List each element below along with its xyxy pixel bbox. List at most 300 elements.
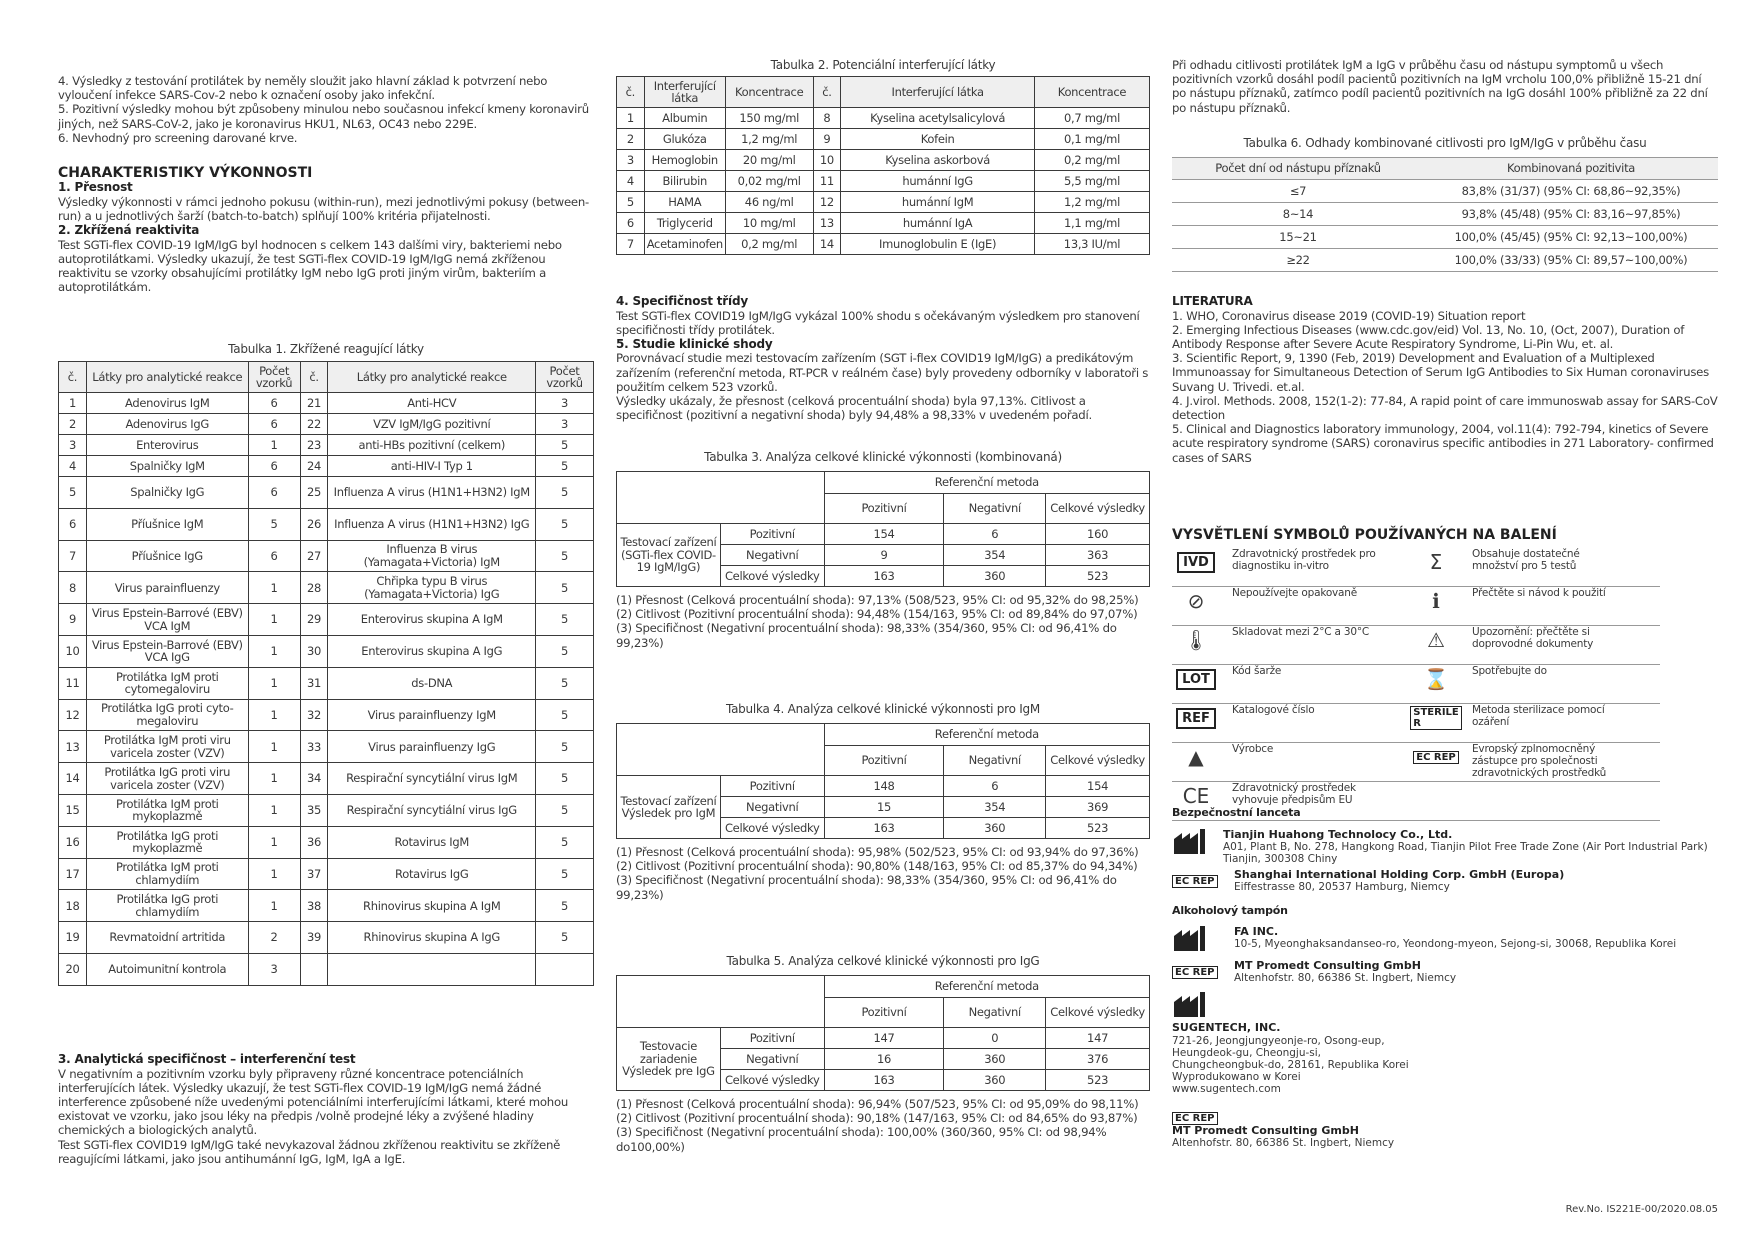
table-cell: 21 <box>300 393 328 414</box>
reference-method-header: Referenční metoda <box>824 976 1149 998</box>
note-5: 5. Pozitivní výsledky mohou být způsobeny minulou nebo současnou infekcí kmeny koronavirů jiných, než SARS-CoV-2, jako je koronavirus HKU1, NL63, OC43 nebo 229E. <box>58 102 589 131</box>
table-cell: 29 <box>300 604 328 636</box>
performance-section <box>58 166 594 294</box>
main-mfr-address: 721-26, Jeongjungyeonje-ro, Osong-eup, Heungdeok-gu, Cheongju-si, Chungcheongbuk-do, 28161, Republika Korei <box>1172 1034 1409 1072</box>
table-header-cell: Látky pro analytické reakce <box>328 362 536 393</box>
symbol-description: Zdravotnický prostředek pro diagnostiku in-vitro <box>1232 548 1376 573</box>
table-cell: 0,2 mg/ml <box>725 234 813 255</box>
table-cell: 3 <box>248 953 300 985</box>
table-cell: ds-DNA <box>328 667 536 699</box>
table-cell: 154 <box>1046 776 1150 797</box>
table-cell: 0,7 mg/ml <box>1034 108 1149 129</box>
table-cell: 7 <box>59 540 87 572</box>
literature-item: 1. WHO, Coronavirus disease 2019 (COVID-19) Situation report <box>1172 308 1526 323</box>
table-cell: HAMA <box>644 192 725 213</box>
table-cell: 28 <box>300 572 328 604</box>
table-cell: 16 <box>824 1049 944 1070</box>
swab-manufacturer <box>1172 926 1718 956</box>
table-cell: Virus parainfluenzy IgG <box>328 731 536 763</box>
sterile-r-icon: STERILE R <box>1410 706 1461 730</box>
table-5-notes <box>616 1097 1150 1154</box>
table-cell: 5 <box>536 477 594 509</box>
table-row <box>59 635 594 667</box>
table-cell: 5 <box>536 858 594 890</box>
table-cell: Chřipka typu B virus (Yamagata+Victoria) IgG <box>328 572 536 604</box>
interference-text: V negativním a pozitivním vzorku byly připraveny různé koncentrace potenciálních interferujících látek. Výsledky ukazují, že test SGTi-flex COVID-19 IgM/IgG nemá žádné interference způsobené níže uvedenými potenciálními interferujícími látkami, které mohou existovat ve vzorku, jako jsou léky na předpis /volně prodejné léky a zvýšené hladiny chemických a biologických analytů. <box>58 1066 569 1138</box>
table-header-cell: Počet dní od nástupu příznaků <box>1172 158 1424 180</box>
lot-icon: LOT <box>1176 669 1216 690</box>
factory-icon <box>1172 926 1234 956</box>
table-cell: 25 <box>300 477 328 509</box>
table-2 <box>616 76 1150 255</box>
table-cell: 360 <box>944 1049 1046 1070</box>
table-row <box>59 922 594 954</box>
table-cell: 38 <box>300 890 328 922</box>
ec-rep-icon: EC REP <box>1172 1112 1218 1125</box>
ec-rep-icon: EC REP <box>1172 875 1218 888</box>
table-corner-cell <box>617 976 825 1028</box>
clinical-study-text: Porovnávací studie mezi testovacím zařízením (SGT i-flex COVID19 IgM/IgG) a predikátovým zařízením (referenční metoda, RT-PCR v reálném čase) byly provedeny odborníky v laboratoři s použitím celkem 523 vzorků. <box>616 351 1149 394</box>
table-row <box>59 456 594 477</box>
table-4-caption: Tabulka 4. Analýza celkové klinické výkonnosti pro IgM <box>725 702 1041 716</box>
table-3 <box>616 471 1150 587</box>
symbol-row <box>1172 704 1660 743</box>
table-cell: 160 <box>1046 524 1150 545</box>
table-header-cell: č. <box>617 77 645 108</box>
table-header-cell: Koncentrace <box>725 77 813 108</box>
device-label-cell: Testovací zařízení Výsledek pro IgM <box>617 776 721 839</box>
table-cell: 11 <box>59 667 87 699</box>
table-cell: Protilátka IgG proti chlamydiím <box>86 890 248 922</box>
table-cell: Anti-HCV <box>328 393 536 414</box>
table-header-row <box>617 724 1150 746</box>
table-cell: 5 <box>536 540 594 572</box>
table-cell: 15 <box>824 797 944 818</box>
table-cell: 1 <box>248 731 300 763</box>
table-row <box>617 776 1150 797</box>
swab-title: Alkoholový tampón <box>1172 903 1288 917</box>
table-cell: 1,2 mg/ml <box>725 129 813 150</box>
ivd-icon: IVD <box>1177 552 1215 573</box>
table-cell: 8 <box>59 572 87 604</box>
table-cell: 31 <box>300 667 328 699</box>
main-rep-address: Altenhofstr. 80, 66386 St. Ingbert, Niemcy <box>1172 1136 1395 1149</box>
cross-reactivity-text: Test SGTi-flex COVID-19 IgM/IgG byl hodnocen s celkem 143 dalšími viry, bakteriemi nebo autoprotilátkami. Výsledky ukazují, že test SGTi-flex COVID-19 IgM/IgG nemá zkříženou reaktivitu se vzorky obsahujícími protilátky IgM nebo IgG proti jiným virům, bakteriím a autoprotilátkám. <box>58 237 562 295</box>
table-cell: 1 <box>248 826 300 858</box>
table-cell: 10 <box>813 150 841 171</box>
instructions-icon: ℹ <box>1432 589 1440 614</box>
table-cell: VZV IgM/IgG pozitivní <box>328 414 536 435</box>
table-cell: 5 <box>536 826 594 858</box>
table-cell: 369 <box>1046 797 1150 818</box>
lancet-rep-address: Eiffestrasse 80, 20537 Hamburg, Niemcy <box>1234 881 1450 894</box>
table-cell: Virus parainfluenzy <box>86 572 248 604</box>
cross-reactivity-title: 2. Zkřížená reaktivita <box>58 223 200 238</box>
main-manufacturer <box>1172 992 1718 1095</box>
column-header-cell: Negativní <box>944 998 1046 1028</box>
table-cell: 360 <box>944 566 1046 587</box>
table-cell: 6 <box>944 776 1046 797</box>
table-cell: 148 <box>824 776 944 797</box>
factory-icon <box>1172 829 1223 866</box>
table-corner-cell <box>617 724 825 776</box>
table-cell: 20 mg/ml <box>725 150 813 171</box>
table-4 <box>616 723 1150 839</box>
ref-icon: REF <box>1176 708 1216 729</box>
main-mfr-name: SUGENTECH, INC. <box>1172 1021 1281 1035</box>
factory-icon <box>1172 992 1718 1022</box>
table-cell: 1 <box>248 604 300 636</box>
table-4-note: (2) Citlivost (Pozitivní procentuální shoda): 90,80% (148/163, 95% CI: od 85,37% do 94,34%) <box>616 859 1138 874</box>
table-row <box>59 604 594 636</box>
interference-title: 3. Analytická specifičnost – interferenční test <box>58 1052 356 1066</box>
table-row <box>617 234 1150 255</box>
table-cell: 6 <box>248 393 300 414</box>
table-cell: Enterovirus skupina A IgM <box>328 604 536 636</box>
table-header-cell: Interferující látka <box>644 77 725 108</box>
table-row <box>59 572 594 604</box>
table-1-block <box>58 342 594 986</box>
table-row <box>1172 226 1718 249</box>
table-cell: 0,1 mg/ml <box>1034 129 1149 150</box>
table-cell: 523 <box>1046 818 1150 839</box>
ec-rep-icon: EC REP <box>1172 966 1218 979</box>
table-cell: Příušnice IgM <box>86 508 248 540</box>
table-header-cell: č. <box>300 362 328 393</box>
table-cell: 1 <box>617 108 645 129</box>
table-cell: Respirační syncytiální virus IgM <box>328 763 536 795</box>
table-cell: 354 <box>944 545 1046 566</box>
table-cell: 37 <box>300 858 328 890</box>
table-cell: 33 <box>300 731 328 763</box>
table-cell: Rhinovirus skupina A IgG <box>328 922 536 954</box>
intro-notes <box>58 74 594 145</box>
table-3-block <box>616 450 1150 650</box>
table-cell: 376 <box>1046 1049 1150 1070</box>
table-cell: Kyselina acetylsalicylová <box>841 108 1035 129</box>
symbol-description: Metoda sterilizace pomocí ozáření <box>1472 704 1605 729</box>
table-header-row <box>617 976 1150 998</box>
table-3-notes <box>616 593 1150 650</box>
table-cell: humánní IgM <box>841 192 1035 213</box>
table-4-note: (3) Specifičnost (Negativní procentuální shoda): 98,33% (354/360, 95% CI: od 96,41% do 99,23%) <box>616 873 1117 902</box>
table-cell: 5 <box>536 794 594 826</box>
table-cell: 2 <box>59 414 87 435</box>
table-cell: 5 <box>536 604 594 636</box>
table-cell: 0,2 mg/ml <box>1034 150 1149 171</box>
table-5-note: (2) Citlivost (Pozitivní procentuální shoda): 90,18% (147/163, 95% CI: od 84,65% do 93,87%) <box>616 1111 1138 1126</box>
table-row <box>59 858 594 890</box>
table-cell: Příušnice IgG <box>86 540 248 572</box>
table-cell: 46 ng/ml <box>725 192 813 213</box>
table-header-cell: č. <box>59 362 87 393</box>
column-header-cell: Pozitivní <box>824 494 944 524</box>
table-cell: 0,02 mg/ml <box>725 171 813 192</box>
table-header-cell: Látky pro analytické reakce <box>86 362 248 393</box>
table-cell: Hemoglobin <box>644 150 725 171</box>
table-cell: Kyselina askorbová <box>841 150 1035 171</box>
table-cell: 20 <box>59 953 87 985</box>
table-cell: 12 <box>59 699 87 731</box>
swab-mfr-address: 10-5, Myeonghaksandanseo-ro, Yeondong-myeon, Sejong-si, 30068, Republika Korei <box>1234 938 1677 951</box>
table-cell: 523 <box>1046 1070 1150 1091</box>
row-header-cell: Negativní <box>720 797 824 818</box>
table-cell: 26 <box>300 508 328 540</box>
row-header-cell: Pozitivní <box>720 1028 824 1049</box>
table-cell: 3 <box>536 414 594 435</box>
table-cell: 360 <box>944 1070 1046 1091</box>
table-cell: 5 <box>536 572 594 604</box>
table-header-row <box>59 362 594 393</box>
table-corner-cell <box>617 472 825 524</box>
table-cell: Acetaminofen <box>644 234 725 255</box>
lancet-rep-name: Shanghai International Holding Corp. GmbH (Europa) <box>1234 868 1565 882</box>
class-specificity-section <box>616 294 1150 422</box>
table-cell: 354 <box>944 797 1046 818</box>
table-row <box>59 414 594 435</box>
table-cell: Virus parainfluenzy IgM <box>328 699 536 731</box>
table-cell: 16 <box>59 826 87 858</box>
hourglass-icon: ⌛ <box>1423 667 1449 692</box>
table-cell <box>536 953 594 985</box>
row-header-cell: Celkové výsledky <box>720 818 824 839</box>
table-header-row <box>1172 158 1718 180</box>
table-cell: 12 <box>813 192 841 213</box>
table-header-cell: Počet vzorků <box>536 362 594 393</box>
table-cell: 1 <box>248 763 300 795</box>
symbol-description: Přečtěte si návod k použití <box>1472 587 1606 600</box>
table-cell: Protilátka IgM proti chlamydiím <box>86 858 248 890</box>
table-cell: Enterovirus <box>86 435 248 456</box>
table-row <box>617 192 1150 213</box>
symbol-description: Kód šarže <box>1232 665 1282 678</box>
table-row <box>59 826 594 858</box>
table-5-note: (1) Přesnost (Celková procentuální shoda): 96,94% (507/523, 95% CI: od 95,09% do 98,11%) <box>616 1097 1139 1111</box>
table-row <box>617 171 1150 192</box>
table-row <box>617 1028 1150 1049</box>
table-4-notes <box>616 845 1150 902</box>
device-label-cell: Testovacie zariadenie Výsledek pre IgG <box>617 1028 721 1091</box>
symbol-row <box>1172 587 1660 626</box>
table-cell: Revmatoidní artritida <box>86 922 248 954</box>
table-row <box>59 699 594 731</box>
table-row <box>59 393 594 414</box>
table-cell: 0 <box>944 1028 1046 1049</box>
table-cell: 8~14 <box>1172 203 1424 226</box>
table-cell: 14 <box>59 763 87 795</box>
table-cell: Protilátka IgG proti viru varicela zoster (VZV) <box>86 763 248 795</box>
table-cell: 1 <box>248 699 300 731</box>
table-header-row <box>617 77 1150 108</box>
table-cell: Triglycerid <box>644 213 725 234</box>
table-cell: 163 <box>824 1070 944 1091</box>
table-cell: 7 <box>617 234 645 255</box>
table-cell: 5 <box>536 922 594 954</box>
table-5-block <box>616 954 1150 1154</box>
table-cell: 93,8% (45/48) (95% CI: 83,16~97,85%) <box>1424 203 1718 226</box>
symbol-description: Evropský zplnomocněný zástupce pro společnosti zdravotnických prostředků <box>1472 743 1607 780</box>
table-cell: 9 <box>813 129 841 150</box>
sensitivity-intro <box>1172 58 1718 115</box>
table-cell: 3 <box>617 150 645 171</box>
table-cell: 17 <box>59 858 87 890</box>
table-cell: 5,5 mg/ml <box>1034 171 1149 192</box>
symbol-description: Upozornění: přečtěte si doprovodné dokumenty <box>1472 626 1594 651</box>
table-cell: Adenovirus IgM <box>86 393 248 414</box>
device-label-cell: Testovací zařízení (SGTi-flex COVID-19 IgM/IgG) <box>617 524 721 587</box>
table-cell: Spalničky IgM <box>86 456 248 477</box>
table-cell <box>300 953 328 985</box>
row-header-cell: Negativní <box>720 1049 824 1070</box>
table-row <box>59 763 594 795</box>
table-row <box>59 540 594 572</box>
symbol-description: Katalogové číslo <box>1232 704 1315 717</box>
table-cell: ≤7 <box>1172 180 1424 203</box>
clinical-study-text-2: Výsledky ukázaly, že přesnost (celková procentuální shoda) byla 97,13%. Citlivost a specifičnost (pozitivní a negativní shoda) byly 94,48% a 98,33% v uvedeném pořadí. <box>616 394 1092 423</box>
table-cell: Protilátka IgM proti cytomegaloviru <box>86 667 248 699</box>
table-5 <box>616 975 1150 1091</box>
table-cell: anti-HBs pozitivní (celkem) <box>328 435 536 456</box>
table-cell: 10 <box>59 635 87 667</box>
table-cell: 5 <box>536 667 594 699</box>
table-row <box>59 477 594 509</box>
interference-text-2: Test SGTi-flex COVID19 IgM/IgG také nevykazoval žádnou zkříženou reaktivitu se zkříženě reagujícími látkami, jako jsou antihumánní IgG, IgM, IgA a IgE. <box>58 1137 561 1166</box>
swab-mfr-name: FA INC. <box>1234 925 1279 939</box>
column-header-cell: Pozitivní <box>824 998 944 1028</box>
table-cell: 24 <box>300 456 328 477</box>
table-cell: Rotavirus IgM <box>328 826 536 858</box>
table-cell: 5 <box>248 508 300 540</box>
table-cell: 5 <box>536 635 594 667</box>
table-cell: 4 <box>617 171 645 192</box>
lancet-manufacturer <box>1172 829 1718 866</box>
table-4-block <box>616 702 1150 902</box>
class-specificity-title: 4. Specifičnost třídy <box>616 294 748 308</box>
table-cell: 6 <box>248 456 300 477</box>
table-row <box>59 667 594 699</box>
table-cell: 1 <box>248 794 300 826</box>
table-header-cell: č. <box>813 77 841 108</box>
table-cell: Protilátka IgM proti mykoplazmě <box>86 794 248 826</box>
table-cell: 147 <box>1046 1028 1150 1049</box>
literature-item: 4. J.virol. Methods. 2008, 152(1-2): 77-84, A rapid point of care immunoswab assay for SARS-CoV detection <box>1172 393 1718 422</box>
table-cell: 5 <box>536 890 594 922</box>
table-cell: 100,0% (33/33) (95% CI: 89,57~100,00%) <box>1424 249 1718 272</box>
table-cell: 150 mg/ml <box>725 108 813 129</box>
table-cell: 5 <box>536 435 594 456</box>
table-header-cell: Počet vzorků <box>248 362 300 393</box>
table-cell: Kofein <box>841 129 1035 150</box>
table-2-block <box>616 58 1150 255</box>
reference-method-header: Referenční metoda <box>824 472 1149 494</box>
lancet-representative <box>1172 869 1718 893</box>
symbol-description: Obsahuje dostatečné množství pro 5 testů <box>1472 548 1580 573</box>
symbol-description: Zdravotnický prostředek vyhovuje předpisům EU <box>1232 782 1356 807</box>
table-cell: 147 <box>824 1028 944 1049</box>
table-cell: 1,1 mg/ml <box>1034 213 1149 234</box>
table-cell: 11 <box>813 171 841 192</box>
symbol-description: Spotřebujte do <box>1472 665 1547 678</box>
table-cell: humánní IgA <box>841 213 1035 234</box>
table-cell: Bilirubin <box>644 171 725 192</box>
sensitivity-text: Při odhadu citlivosti protilátek IgM a IgG v průběhu času od nástupu symptomů u všech pozitivních vzorků dosáhl podíl pacientů pozitivních na IgM vrcholu 100,0% přibližně 15-21 dní po nástupu příznaků, zatímco podíl pacientů pozitivních na IgG dosáhl 100% přibližně za 22 dní po nástupu příznaků. <box>1172 58 1708 115</box>
ce-mark-icon: CE <box>1182 784 1210 809</box>
table-cell: 22 <box>300 414 328 435</box>
lancet-title: Bezpečnostní lanceta <box>1172 806 1301 819</box>
table-cell: 1 <box>248 858 300 890</box>
table-cell: 27 <box>300 540 328 572</box>
table-cell: 5 <box>59 477 87 509</box>
table-cell: Glukóza <box>644 129 725 150</box>
table-cell: 5 <box>536 763 594 795</box>
table-cell: 5 <box>617 192 645 213</box>
symbols-list <box>1172 548 1660 821</box>
clinical-study-title: 5. Studie klinické shody <box>616 336 773 351</box>
lancet-mfr-name: Tianjin Huahong Technolocy Co., Ltd. <box>1222 827 1453 841</box>
symbol-description: Výrobce <box>1232 743 1274 756</box>
table-cell: 5 <box>536 731 594 763</box>
main-rep-name: MT Promedt Consulting GmbH <box>1172 1123 1359 1137</box>
section-title: CHARAKTERISTIKY VÝKONNOSTI <box>58 165 313 181</box>
table-cell: 523 <box>1046 566 1150 587</box>
table-cell: 9 <box>59 604 87 636</box>
table-row <box>59 890 594 922</box>
table-header-row <box>617 472 1150 494</box>
table-cell: 5 <box>536 508 594 540</box>
table-cell: Imunoglobulin E (IgE) <box>841 234 1035 255</box>
table-cell: 3 <box>59 435 87 456</box>
table-cell: 14 <box>813 234 841 255</box>
table-cell: Influenza B virus (Yamagata+Victoria) IgM <box>328 540 536 572</box>
note-6: 6. Nevhodný pro screening darované krve. <box>58 130 298 145</box>
table-cell: 9 <box>824 545 944 566</box>
table-cell: Rhinovirus skupina A IgM <box>328 890 536 922</box>
table-cell: 1 <box>248 667 300 699</box>
literature-section <box>1172 294 1718 465</box>
table-cell: 2 <box>617 129 645 150</box>
symbol-row <box>1172 626 1660 665</box>
symbol-row <box>1172 548 1660 587</box>
manufacturers-section <box>1172 806 1718 1149</box>
table-cell: 36 <box>300 826 328 858</box>
table-cell: Virus Epstein-Barrové (EBV) VCA IgG <box>86 635 248 667</box>
table-3-note: (3) Specifičnost (Negativní procentuální shoda): 98,33% (354/360, 95% CI: od 96,41% do 99,23%) <box>616 621 1117 650</box>
table-5-note: (3) Specifičnost (Negativní procentuální shoda): 100,00% (360/360, 95% CI: od 98,94% do100,00%) <box>616 1125 1107 1154</box>
no-reuse-icon: ⊘ <box>1187 589 1205 614</box>
table-cell: Spalničky IgG <box>86 477 248 509</box>
main-mfr-website: www.sugentech.com <box>1172 1083 1281 1096</box>
table-row <box>617 129 1150 150</box>
table-cell: 1 <box>248 572 300 604</box>
table-cell: 18 <box>59 890 87 922</box>
temperature-icon: 🌡 <box>1183 628 1209 653</box>
table-row <box>59 953 594 985</box>
table-cell: 154 <box>824 524 944 545</box>
table-row <box>617 524 1150 545</box>
table-row <box>617 150 1150 171</box>
table-cell: 5 <box>536 456 594 477</box>
table-cell: 83,8% (31/37) (95% CI: 68,86~92,35%) <box>1424 180 1718 203</box>
table-cell: 4 <box>59 456 87 477</box>
swab-representative <box>1172 960 1718 984</box>
table-cell: 10 mg/ml <box>725 213 813 234</box>
revision-number: Rev.No. IS221E-00/2020.08.05 <box>1565 1204 1718 1215</box>
table-cell: 15~21 <box>1172 226 1424 249</box>
table-row <box>617 213 1150 234</box>
table-cell <box>328 953 536 985</box>
table-cell: 39 <box>300 922 328 954</box>
table-cell: Virus Epstein-Barrové (EBV) VCA IgM <box>86 604 248 636</box>
